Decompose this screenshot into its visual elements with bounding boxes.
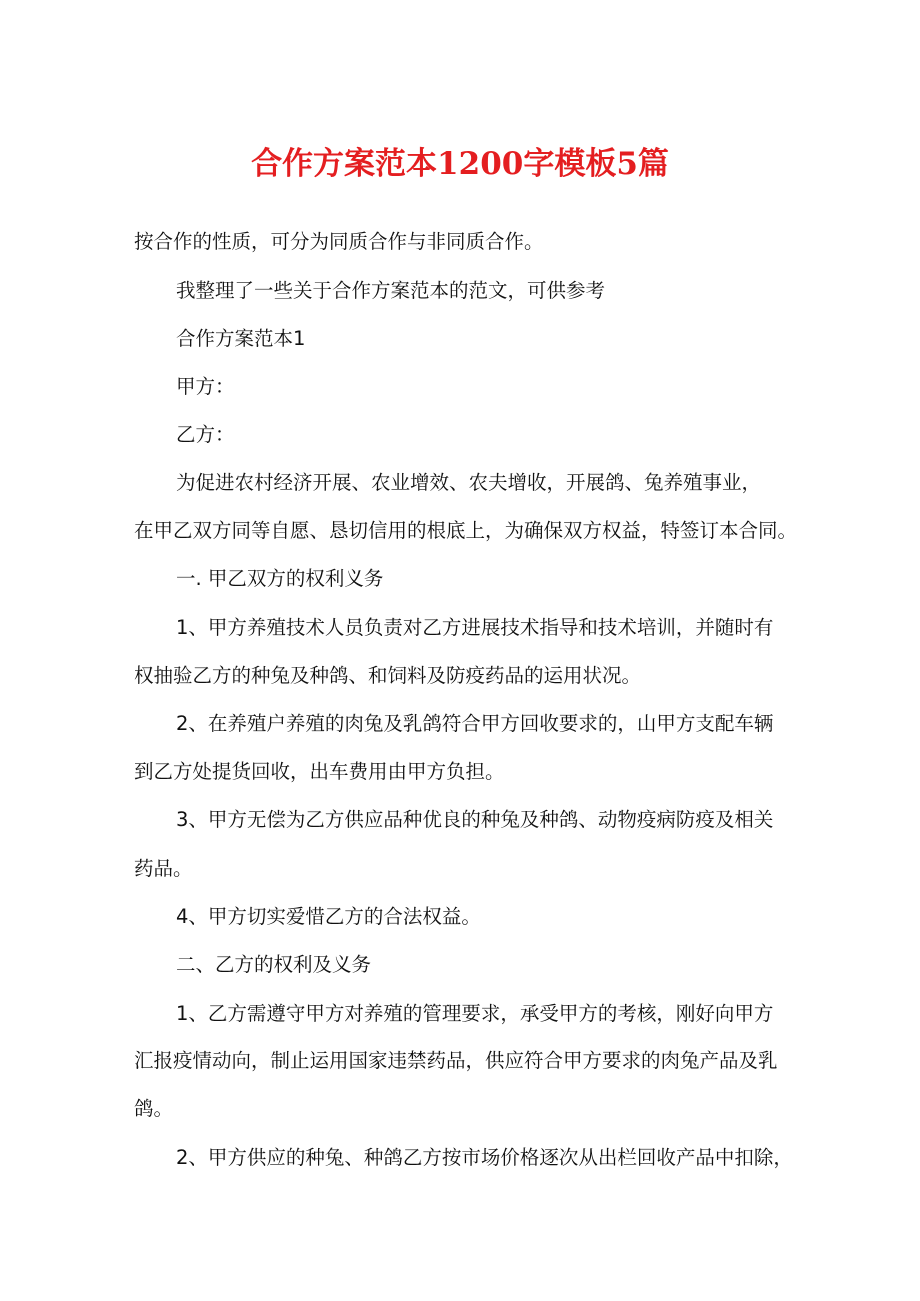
clause-2-1-line-3: 鸽。	[134, 1097, 174, 1120]
clause-1-2-line-1: 2、在养殖户养殖的肉兔及乳鸽符合甲方回收要求的，山甲方支配车辆	[176, 712, 774, 735]
clause-1-3-line-2: 药品。	[134, 857, 193, 880]
clause-1-3-line-1: 3、甲方无偿为乙方供应品种优良的种兔及种鸽、动物疫病防疫及相关	[176, 808, 774, 831]
clause-1-2-line-2: 到乙方处提货回收，出车费用由甲方负担。	[134, 760, 505, 783]
preamble-line-2: 在甲乙双方同等自愿、恳切信用的根底上，为确保双方权益，特签订本合同。	[134, 519, 798, 542]
party-a-line: 甲方：	[176, 375, 235, 398]
clause-1-4-line: 4、甲方切实爱惜乙方的合法权益。	[176, 905, 481, 928]
party-b-line: 乙方：	[176, 423, 235, 446]
intro-line: 按合作的性质，可分为同质合作与非同质合作。	[134, 230, 544, 253]
reference-line: 我整理了一些关于合作方案范本的范文，可供参考	[176, 279, 606, 302]
section-heading-2: 二、乙方的权利及义务	[176, 953, 372, 976]
clause-2-2-line-1: 2、甲方供应的种兔、种鸽乙方按市场价格逐次从出栏回收产品中扣除，	[176, 1146, 793, 1169]
preamble-line-1: 为促进农村经济开展、农业增效、农夫增收，开展鸽、兔养殖事业，	[176, 471, 762, 494]
document-title: 合作方案范本1200字模板5篇	[251, 146, 669, 182]
clause-2-1-line-1: 1、乙方需遵守甲方对养殖的管理要求，承受甲方的考核，刚好向甲方	[176, 1002, 774, 1025]
clause-1-1-line-1: 1、甲方养殖技术人员负责对乙方进展技术指导和技术培训，并随时有	[176, 616, 774, 639]
clause-1-1-line-2: 权抽验乙方的种兔及种鸽、和饲料及防疫药品的运用状况。	[134, 664, 642, 687]
clause-2-1-line-2: 汇报疫情动向，制止运用国家违禁药品，供应符合甲方要求的肉兔产品及乳	[134, 1049, 778, 1072]
section-heading-1: 一. 甲乙双方的权利义务	[176, 567, 384, 590]
sample-heading: 合作方案范本1	[176, 327, 306, 350]
